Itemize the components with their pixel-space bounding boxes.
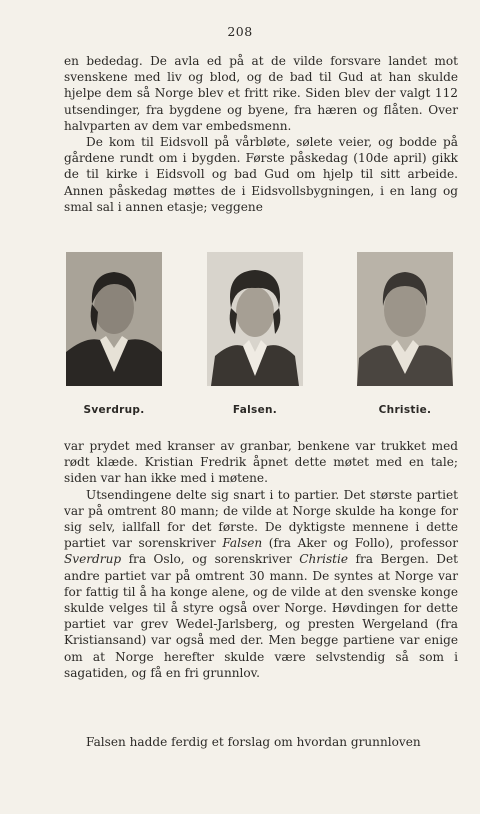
paragraph: De kom til Eidsvoll på vårbløte, sølete veier, og bodde på gårdene rundt om i bygden. Første påskedag (10de april) gikk de til kirke i Eidsvoll og bad Gud om hjelp til sitt arbeide. Annen påskedag møttes de i Eidsvollsbygningen, i en lang og smal sal i annen etasje; veggene (64, 135, 458, 214)
portrait-caption: Sverdrup. (83, 404, 145, 416)
italic-name-sverdrup: Sverdrup (64, 552, 122, 567)
page-number: 208 (227, 24, 253, 39)
paragraph: Falsen hadde ferdig et forslag om hvordan grunnloven (86, 735, 421, 749)
portrait-image (66, 252, 162, 386)
text-block-top (64, 53, 458, 215)
portrait-row (66, 252, 456, 420)
italic-name-falsen: Falsen (222, 536, 263, 551)
paragraph: en bededag. De avla ed på at de vilde forsvare landet mot svenskene med liv og blod, og de bad til Gud at han skulde hjelpe dem så Norge blev et fritt rike. Siden blev der valgt 112 utsendinger, fra bygdene og byene, fra hæren og flåten. Over halvparten av dem var embedsmenn. (64, 54, 458, 133)
portrait-caption: Falsen. (232, 404, 278, 416)
portrait-christie (357, 252, 453, 416)
paragraph (64, 487, 458, 681)
portrait-falsen (207, 252, 303, 416)
paragraph: var prydet med kranser av granbar, benkene var trukket med rødt klæde. Kristian Fredrik åpnet dette møtet med en tale; siden var han ikke med i møtene. (64, 439, 458, 486)
text-run: fra Oslo, og sorenskriver (121, 552, 300, 567)
text-block-last (64, 734, 458, 750)
portrait-caption: Christie. (378, 404, 432, 416)
text-run: (fra Aker og Follo), professor (262, 536, 458, 551)
text-run: fra Bergen. Det andre partiet var på omtrent 30 mann. De syntes at Norge var for fattig til å ha konge alene, og de vilde at den svenske konge skulde velges til å styre også over Norge. Høvdingen for dette partiet var grev Wedel-Jarlsberg, og presten Wergeland (fra Kristiansand) var også med der. Men begge partiene var enige om at Norge herefter skulde være selvstendig så som i sagatiden, og få en fri grunnlov. (64, 552, 458, 680)
portrait-image (207, 252, 303, 386)
text-run: Utsendingene delte sig snart i to partier. Det største partiet var på omtrent 80 mann; de vilde at Norge skulde ha konge for sig selv, iallfall for det første. De dyktigste mennene i dette partiet var sorenskriver (64, 487, 458, 551)
portrait-image (357, 252, 453, 386)
italic-name-christie: Christie (299, 552, 349, 567)
portrait-sverdrup (66, 252, 162, 416)
text-block-bottom (64, 438, 458, 681)
